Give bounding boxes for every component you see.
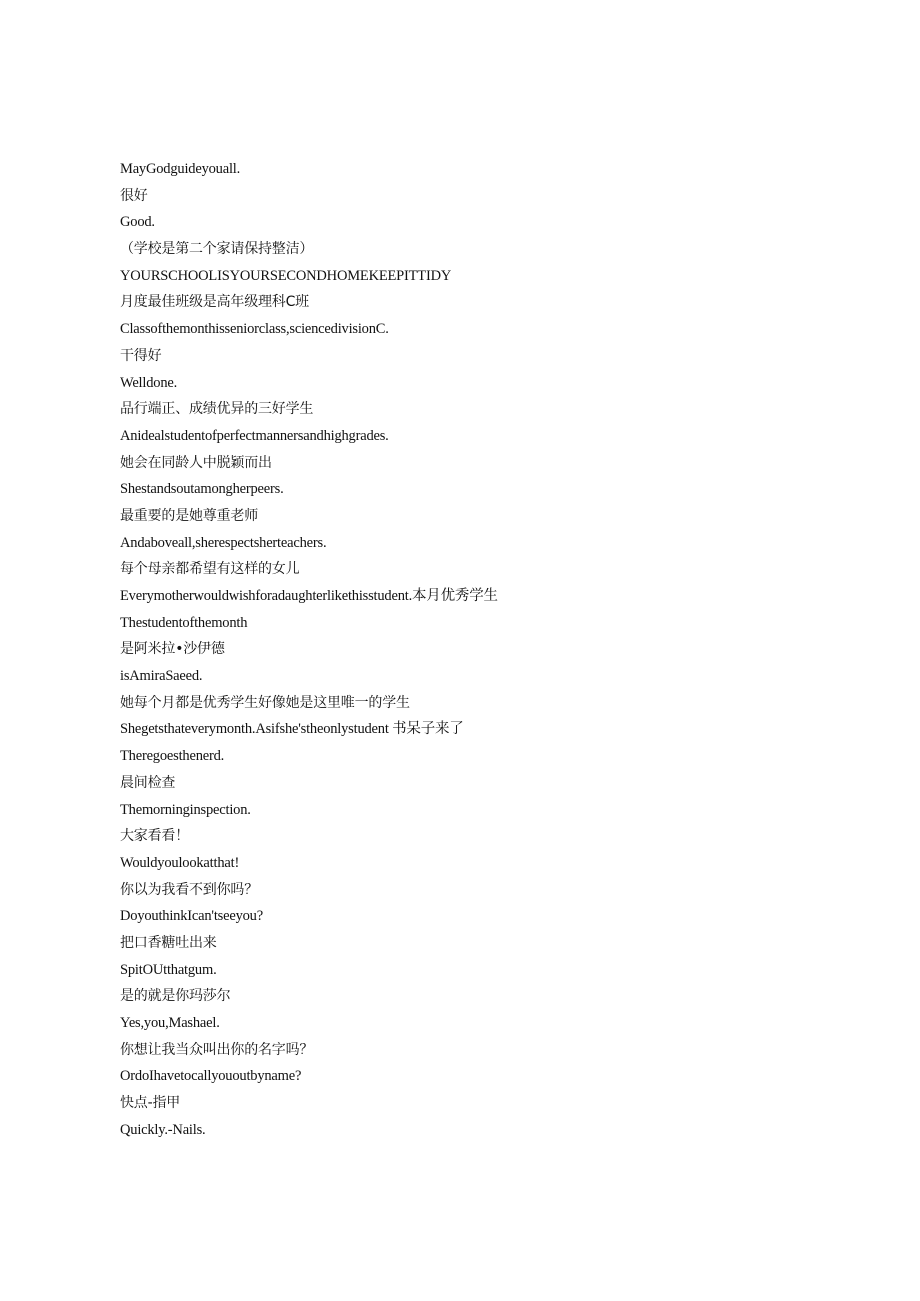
document-body xyxy=(120,156,820,1143)
subtitle-line-chinese: 你想让我当众叫出你的名字吗？ xyxy=(120,1041,314,1058)
subtitle-line-english: Theregoesthenerd. xyxy=(120,748,225,765)
subtitle-line-english: YOURSCHOOLISYOURSECONDHOMEKEEPITTIDY xyxy=(120,267,452,284)
subtitle-line-chinese: 晨间检查 xyxy=(120,774,176,791)
subtitle-line-chinese: 最重要的是她尊重老师 xyxy=(120,507,258,524)
subtitle-line-english: isAmiraSaeed. xyxy=(120,668,203,685)
subtitle-line-chinese: 品行端正、成绩优异的三好学生 xyxy=(120,401,314,418)
subtitle-line-english: Everymotherwouldwishforadaughterlikethisstudent.本月优秀学生 xyxy=(120,588,498,604)
subtitle-line-english: Anidealstudentofperfectmannersandhighgrades. xyxy=(120,427,389,444)
subtitle-line-english: Yes,you,Mashael. xyxy=(120,1015,220,1031)
subtitle-line-chinese: 月度最佳班级是高年级理科C班 xyxy=(120,294,309,311)
subtitle-line-chinese: 她会在同龄人中脱颖而出 xyxy=(120,454,272,471)
subtitle-line-english: Thestudentofthemonth xyxy=(120,614,248,631)
subtitle-line-english: Themorninginspection. xyxy=(120,801,251,818)
subtitle-line-chinese: 你以为我看不到你吗？ xyxy=(120,881,258,898)
subtitle-line-chinese: 大家看看！ xyxy=(120,828,189,845)
subtitle-line-english: Welldone. xyxy=(120,374,178,391)
subtitle-line-english: Andaboveall,sherespectsherteachers. xyxy=(120,534,327,551)
subtitle-line-chinese: 是阿米拉•沙伊德 xyxy=(120,641,225,658)
subtitle-line-chinese: 很好 xyxy=(120,187,148,204)
subtitle-line-chinese: （学校是第二个家请保持整洁） xyxy=(120,241,314,258)
subtitle-line-english: Classofthemonthisseniorclass,sciencedivisionC. xyxy=(120,321,389,338)
subtitle-line-chinese: 干得好 xyxy=(120,347,162,364)
subtitle-line-chinese: 她每个月都是优秀学生好像她是这里唯一的学生 xyxy=(120,694,410,711)
subtitle-line-chinese: 快点-指甲 xyxy=(120,1095,181,1112)
subtitle-line-english: Good. xyxy=(120,214,155,231)
subtitle-line-english: DoyouthinkIcan'tseeyou? xyxy=(120,908,263,925)
subtitle-line-english: Shegetsthateverymonth.Asifshe'stheonlystudent 书呆子来了 xyxy=(120,721,464,738)
subtitle-line-english: SpitOUtthatgum. xyxy=(120,961,217,978)
subtitle-line-english: Quickly.-Nails. xyxy=(120,1121,206,1138)
subtitle-line-chinese: 每个母亲都希望有这样的女儿 xyxy=(120,561,300,578)
subtitle-line-english: Shestandsoutamongherpeers. xyxy=(120,481,284,498)
subtitle-line-chinese: 把口香糖吐出来 xyxy=(120,934,217,951)
subtitle-line-english: MayGodguideyouall. xyxy=(120,161,241,177)
subtitle-line-english: Wouldyoulookatthat! xyxy=(120,854,240,871)
subtitle-line-chinese: 是的就是你玛莎尔 xyxy=(120,988,231,1005)
subtitle-line-english: OrdoIhavetocallyououtbyname? xyxy=(120,1068,302,1085)
